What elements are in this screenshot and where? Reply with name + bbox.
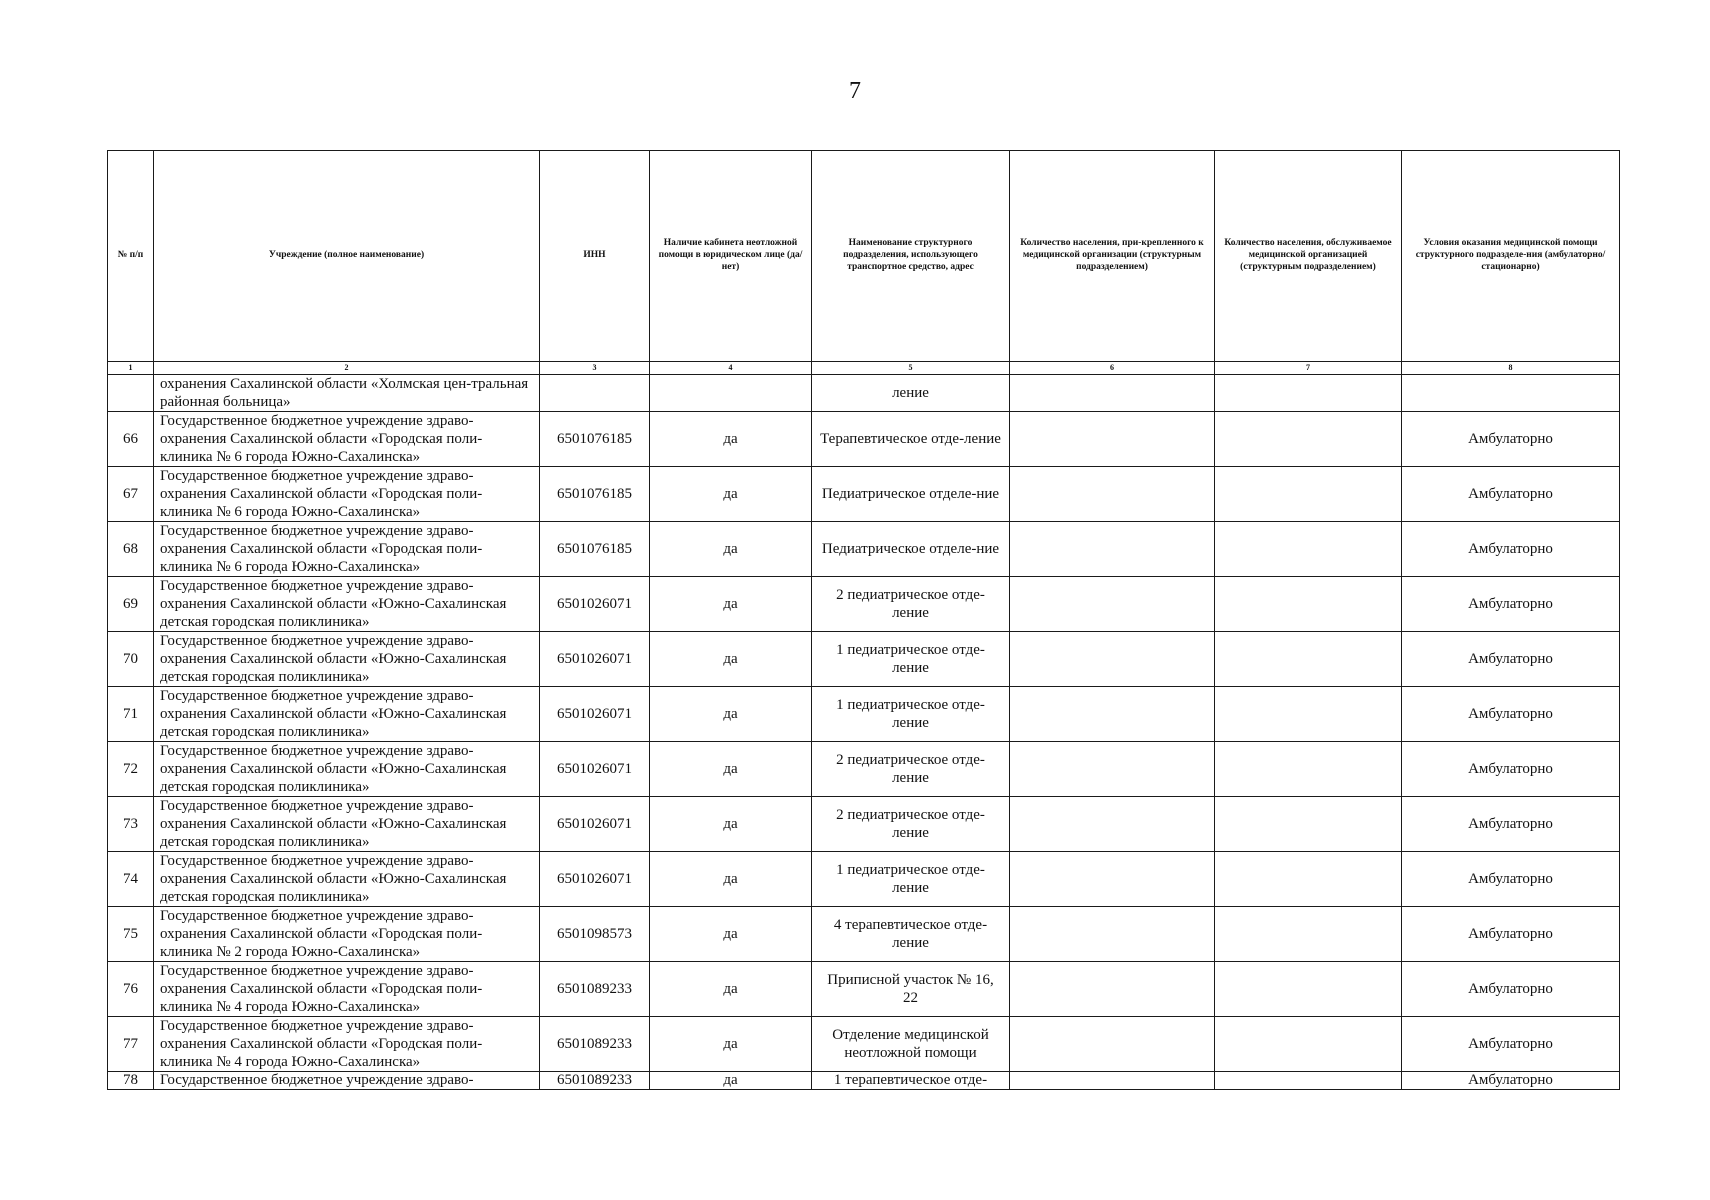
attached-population-cell <box>1010 907 1215 962</box>
served-population-cell <box>1215 907 1402 962</box>
column-number-row <box>108 362 1620 375</box>
subdivision-cell: 1 терапевтическое отде- <box>812 1072 1010 1090</box>
table-row <box>108 797 1620 852</box>
inn-cell: 6501076185 <box>540 412 650 467</box>
table-row <box>108 1072 1620 1090</box>
table-row <box>108 907 1620 962</box>
attached-population-cell <box>1010 375 1215 412</box>
served-population-cell <box>1215 687 1402 742</box>
attached-population-cell <box>1010 1017 1215 1072</box>
cabinet-cell: да <box>650 687 812 742</box>
conditions-cell: Амбулаторно <box>1402 962 1620 1017</box>
served-population-cell <box>1215 1072 1402 1090</box>
row-number: 75 <box>108 907 154 962</box>
row-number: 70 <box>108 632 154 687</box>
cabinet-cell <box>650 375 812 412</box>
conditions-cell: Амбулаторно <box>1402 742 1620 797</box>
subdivision-cell: 2 педиатрическое отде-ление <box>812 577 1010 632</box>
cabinet-cell: да <box>650 577 812 632</box>
served-population-cell <box>1215 1017 1402 1072</box>
served-population-cell <box>1215 375 1402 412</box>
attached-population-cell <box>1010 467 1215 522</box>
header-cell: Наличие кабинета неотложной помощи в юридическом лице (да/нет) <box>650 151 812 362</box>
subdivision-cell: Педиатрическое отделе-ние <box>812 522 1010 577</box>
subdivision-cell: Отделение медицинской неотложной помощи <box>812 1017 1010 1072</box>
cabinet-cell: да <box>650 412 812 467</box>
column-number: 7 <box>1215 362 1402 375</box>
column-number: 3 <box>540 362 650 375</box>
attached-population-cell <box>1010 577 1215 632</box>
conditions-cell: Амбулаторно <box>1402 412 1620 467</box>
subdivision-cell: 1 педиатрическое отде-ление <box>812 632 1010 687</box>
column-number: 2 <box>154 362 540 375</box>
institution-cell: Государственное бюджетное учреждение здраво-охранения Сахалинской области «Южно-Сахалинская детская городская поликлиника» <box>154 852 540 907</box>
inn-cell: 6501089233 <box>540 1072 650 1090</box>
table-row <box>108 687 1620 742</box>
institution-cell: Государственное бюджетное учреждение здраво-охранения Сахалинской области «Городская поли-клиника № 6 города Южно-Сахалинска» <box>154 412 540 467</box>
header-row <box>108 151 1620 362</box>
table-row <box>108 742 1620 797</box>
inn-cell: 6501089233 <box>540 1017 650 1072</box>
table-row <box>108 962 1620 1017</box>
conditions-cell: Амбулаторно <box>1402 632 1620 687</box>
cabinet-cell: да <box>650 522 812 577</box>
cabinet-cell: да <box>650 467 812 522</box>
header-cell: Условия оказания медицинской помощи структурного подразделе-ния (амбулаторно/ стационарно) <box>1402 151 1620 362</box>
institution-cell: Государственное бюджетное учреждение здраво-охранения Сахалинской области «Южно-Сахалинская детская городская поликлиника» <box>154 742 540 797</box>
column-number: 5 <box>812 362 1010 375</box>
cabinet-cell: да <box>650 742 812 797</box>
served-population-cell <box>1215 852 1402 907</box>
attached-population-cell <box>1010 412 1215 467</box>
conditions-cell: Амбулаторно <box>1402 522 1620 577</box>
inn-cell: 6501026071 <box>540 687 650 742</box>
column-number: 8 <box>1402 362 1620 375</box>
conditions-cell: Амбулаторно <box>1402 1017 1620 1072</box>
attached-population-cell <box>1010 632 1215 687</box>
inn-cell: 6501026071 <box>540 797 650 852</box>
column-number: 1 <box>108 362 154 375</box>
institution-cell: Государственное бюджетное учреждение здраво-охранения Сахалинской области «Городская поли-клиника № 6 города Южно-Сахалинска» <box>154 522 540 577</box>
inn-cell: 6501026071 <box>540 852 650 907</box>
attached-population-cell <box>1010 1072 1215 1090</box>
column-number: 4 <box>650 362 812 375</box>
served-population-cell <box>1215 797 1402 852</box>
institution-cell: Государственное бюджетное учреждение здраво-охранения Сахалинской области «Южно-Сахалинская детская городская поликлиника» <box>154 687 540 742</box>
conditions-cell: Амбулаторно <box>1402 907 1620 962</box>
row-number <box>108 375 154 412</box>
conditions-cell: Амбулаторно <box>1402 467 1620 522</box>
row-number: 73 <box>108 797 154 852</box>
page-number: 7 <box>849 78 861 104</box>
column-number: 6 <box>1010 362 1215 375</box>
row-number: 77 <box>108 1017 154 1072</box>
cabinet-cell: да <box>650 797 812 852</box>
hospital-table-container <box>107 150 1619 1090</box>
continuation-row <box>108 375 1620 412</box>
conditions-cell: Амбулаторно <box>1402 577 1620 632</box>
institution-cell: Государственное бюджетное учреждение здраво-охранения Сахалинской области «Городская поли-клиника № 6 города Южно-Сахалинска» <box>154 467 540 522</box>
inn-cell: 6501026071 <box>540 632 650 687</box>
institution-cell: охранения Сахалинской области «Холмская цен-тральная районная больница» <box>154 375 540 412</box>
served-population-cell <box>1215 412 1402 467</box>
subdivision-cell: 2 педиатрическое отде-ление <box>812 742 1010 797</box>
row-number: 78 <box>108 1072 154 1090</box>
conditions-cell: Амбулаторно <box>1402 687 1620 742</box>
attached-population-cell <box>1010 852 1215 907</box>
inn-cell: 6501026071 <box>540 742 650 797</box>
row-number: 76 <box>108 962 154 1017</box>
cabinet-cell: да <box>650 962 812 1017</box>
header-cell: Наименование структурного подразделения, использующего транспортное средство, адрес <box>812 151 1010 362</box>
row-number: 66 <box>108 412 154 467</box>
subdivision-cell: 1 педиатрическое отде-ление <box>812 687 1010 742</box>
served-population-cell <box>1215 962 1402 1017</box>
row-number: 72 <box>108 742 154 797</box>
inn-cell: 6501089233 <box>540 962 650 1017</box>
institution-cell: Государственное бюджетное учреждение здраво-охранения Сахалинской области «Городская поли-клиника № 2 города Южно-Сахалинска» <box>154 907 540 962</box>
header-cell: Количество населения, при-крепленного к медицинской организации (структурным подразделением) <box>1010 151 1215 362</box>
subdivision-cell: ление <box>812 375 1010 412</box>
attached-population-cell <box>1010 522 1215 577</box>
subdivision-cell: Педиатрическое отделе-ние <box>812 467 1010 522</box>
institution-cell: Государственное бюджетное учреждение здраво-охранения Сахалинской области «Городская поли-клиника № 4 города Южно-Сахалинска» <box>154 1017 540 1072</box>
institution-cell: Государственное бюджетное учреждение здраво- <box>154 1072 540 1090</box>
header-cell: Учреждение (полное наименование) <box>154 151 540 362</box>
inn-cell: 6501076185 <box>540 522 650 577</box>
served-population-cell <box>1215 577 1402 632</box>
table-body <box>108 375 1620 1090</box>
row-number: 67 <box>108 467 154 522</box>
conditions-cell: Амбулаторно <box>1402 1072 1620 1090</box>
served-population-cell <box>1215 632 1402 687</box>
subdivision-cell: 4 терапевтическое отде-ление <box>812 907 1010 962</box>
row-number: 74 <box>108 852 154 907</box>
institution-cell: Государственное бюджетное учреждение здраво-охранения Сахалинской области «Городская поли-клиника № 4 города Южно-Сахалинска» <box>154 962 540 1017</box>
row-number: 71 <box>108 687 154 742</box>
served-population-cell <box>1215 742 1402 797</box>
row-number: 69 <box>108 577 154 632</box>
table-row <box>108 577 1620 632</box>
institution-cell: Государственное бюджетное учреждение здраво-охранения Сахалинской области «Южно-Сахалинская детская городская поликлиника» <box>154 577 540 632</box>
subdivision-cell: 2 педиатрическое отде-ление <box>812 797 1010 852</box>
table-row <box>108 852 1620 907</box>
header-cell: Количество населения, обслуживаемое медицинской организацией (структурным подразделением) <box>1215 151 1402 362</box>
served-population-cell <box>1215 522 1402 577</box>
cabinet-cell: да <box>650 1017 812 1072</box>
inn-cell: 6501098573 <box>540 907 650 962</box>
conditions-cell: Амбулаторно <box>1402 852 1620 907</box>
attached-population-cell <box>1010 742 1215 797</box>
conditions-cell <box>1402 375 1620 412</box>
attached-population-cell <box>1010 797 1215 852</box>
cabinet-cell: да <box>650 907 812 962</box>
cabinet-cell: да <box>650 852 812 907</box>
institution-cell: Государственное бюджетное учреждение здраво-охранения Сахалинской области «Южно-Сахалинская детская городская поликлиника» <box>154 797 540 852</box>
attached-population-cell <box>1010 962 1215 1017</box>
inn-cell: 6501026071 <box>540 577 650 632</box>
subdivision-cell: Приписной участок № 16, 22 <box>812 962 1010 1017</box>
header-cell: ИНН <box>540 151 650 362</box>
cabinet-cell: да <box>650 632 812 687</box>
row-number: 68 <box>108 522 154 577</box>
served-population-cell <box>1215 467 1402 522</box>
subdivision-cell: 1 педиатрическое отде-ление <box>812 852 1010 907</box>
header-cell: № п/п <box>108 151 154 362</box>
table-row <box>108 1017 1620 1072</box>
subdivision-cell: Терапевтическое отде-ление <box>812 412 1010 467</box>
table-row <box>108 632 1620 687</box>
table-row <box>108 522 1620 577</box>
conditions-cell: Амбулаторно <box>1402 797 1620 852</box>
hospital-table <box>107 150 1620 1090</box>
inn-cell <box>540 375 650 412</box>
table-row <box>108 412 1620 467</box>
institution-cell: Государственное бюджетное учреждение здраво-охранения Сахалинской области «Южно-Сахалинская детская городская поликлиника» <box>154 632 540 687</box>
table-row <box>108 467 1620 522</box>
cabinet-cell: да <box>650 1072 812 1090</box>
attached-population-cell <box>1010 687 1215 742</box>
inn-cell: 6501076185 <box>540 467 650 522</box>
